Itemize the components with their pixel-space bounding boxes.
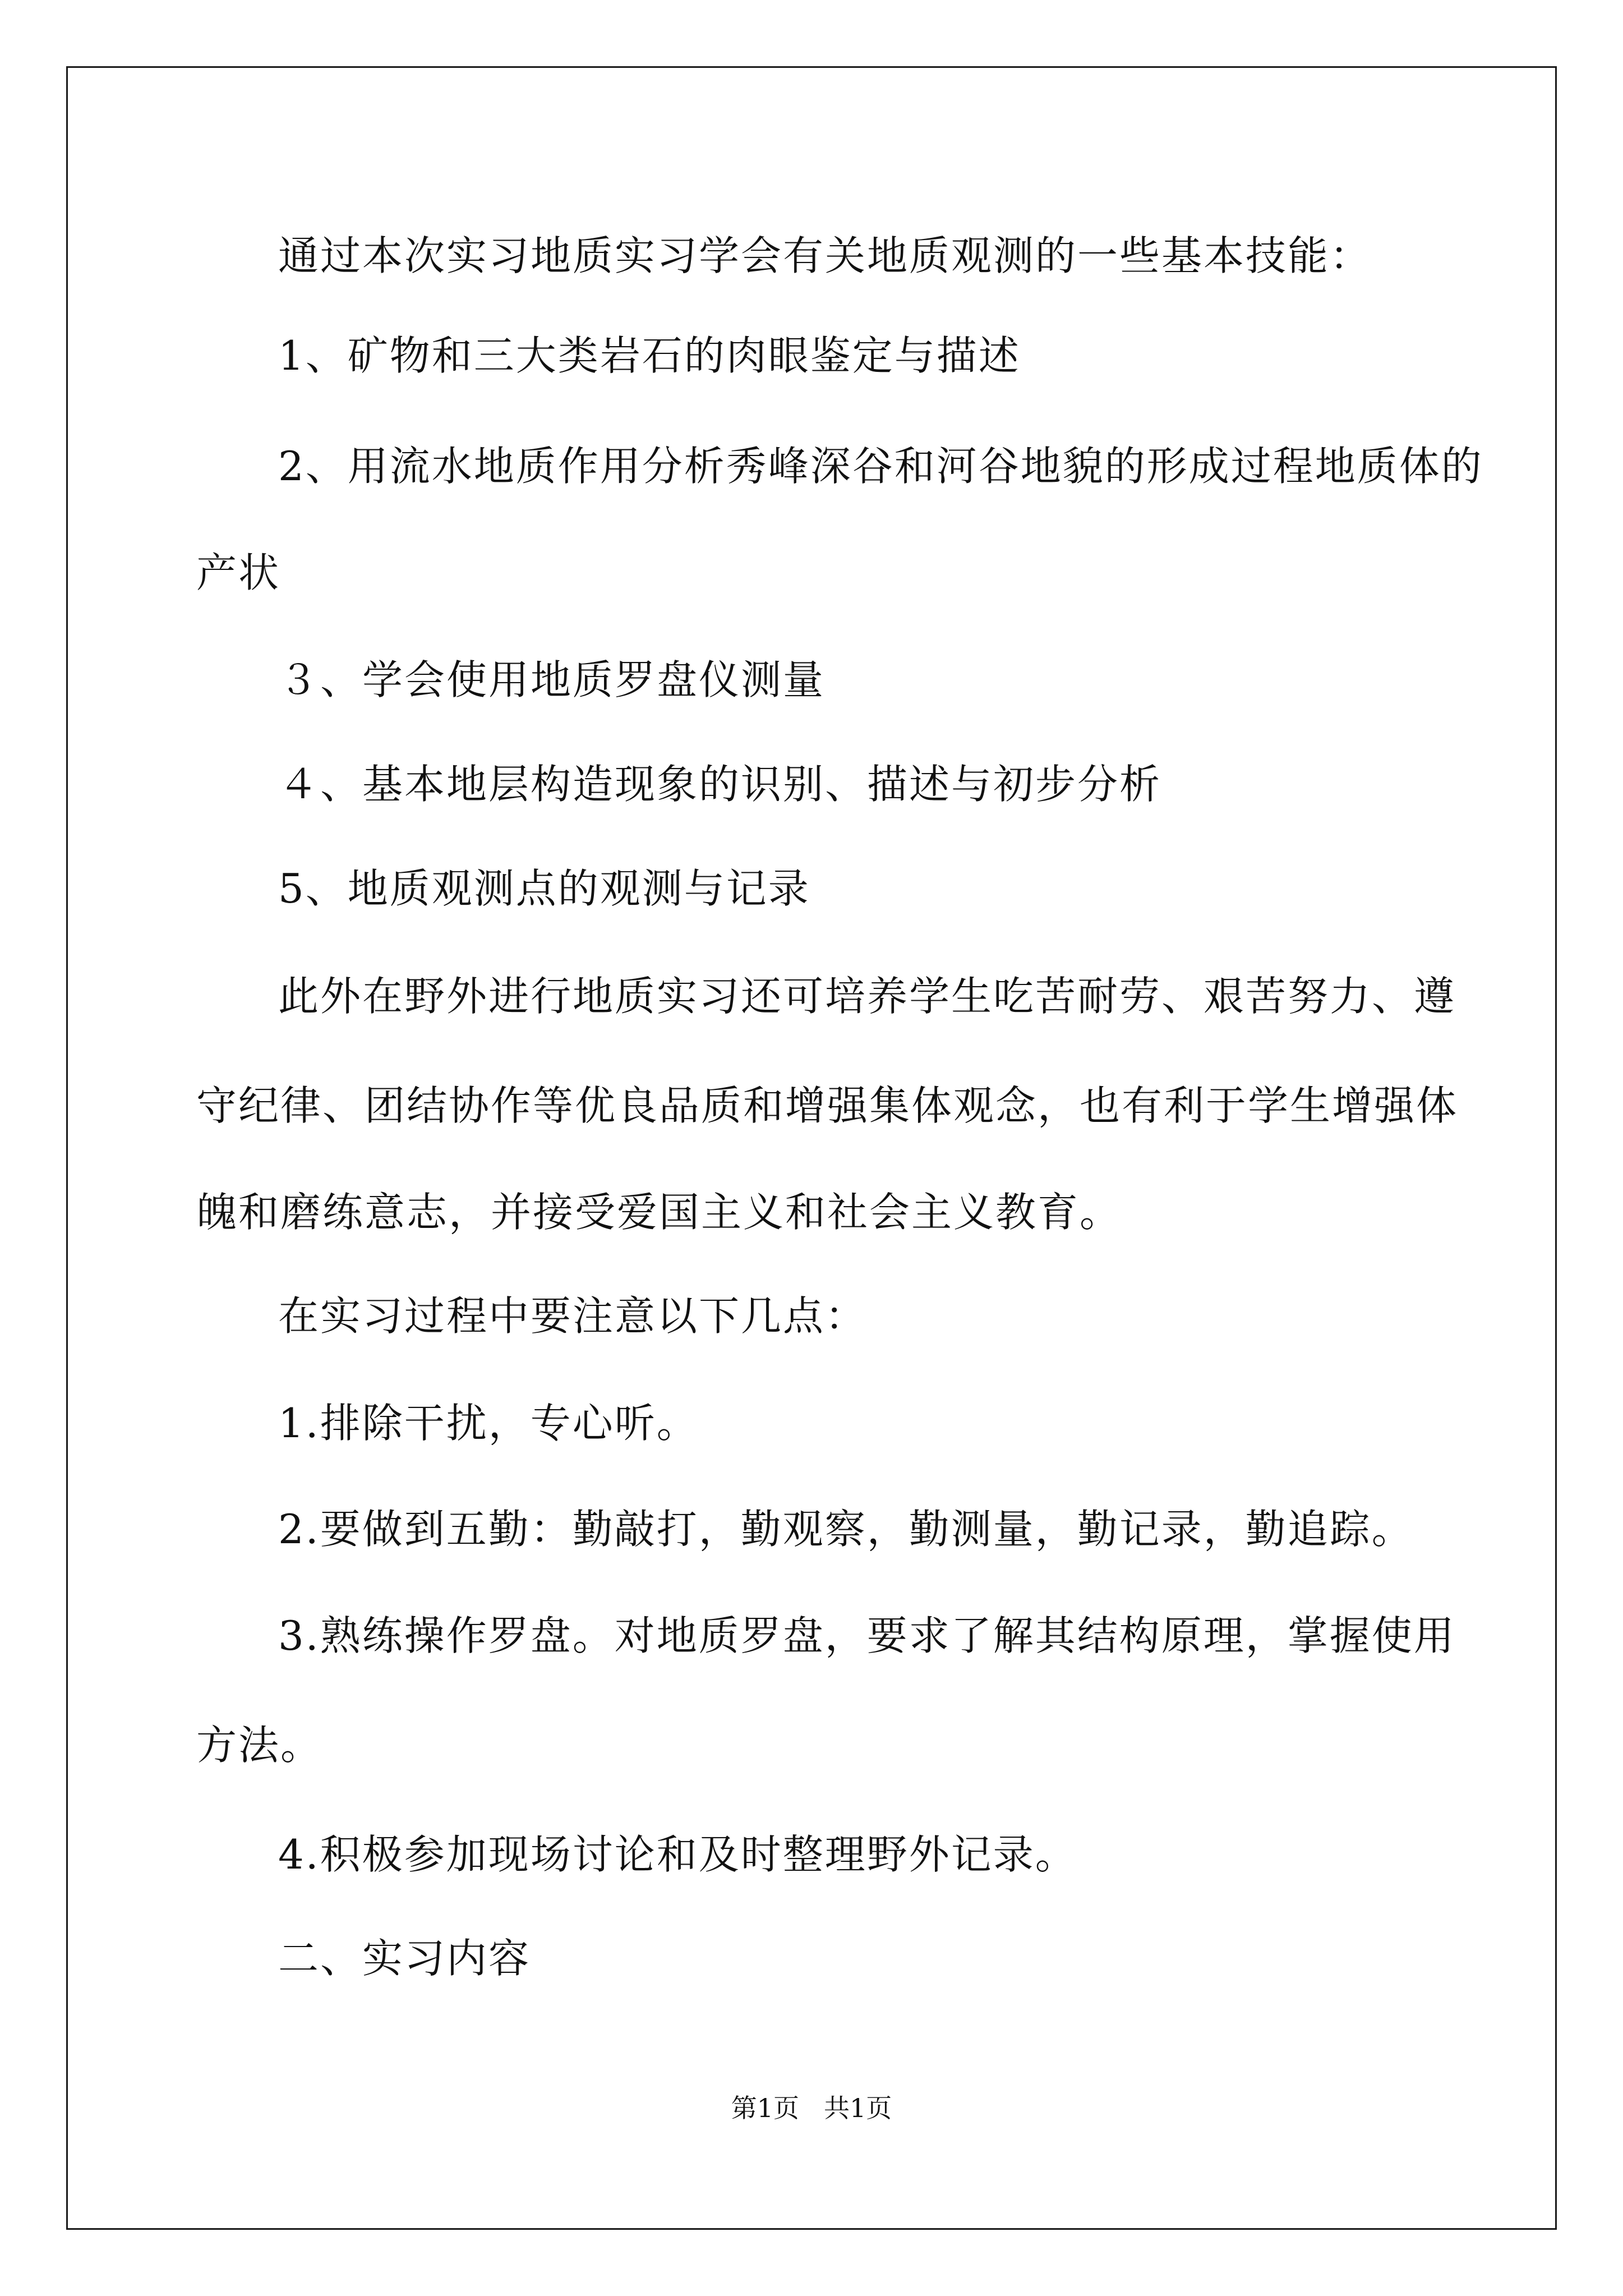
attention-intro: 在实习过程中要注意以下几点： xyxy=(278,1292,868,1340)
attention-item-1: 1.排除干扰，专心听。 xyxy=(278,1400,699,1447)
attention-item-4: 4.积极参加现场讨论和及时整理野外记录。 xyxy=(278,1831,1077,1878)
page-footer xyxy=(0,2095,1623,2121)
page-number-current: 第1页 xyxy=(731,2093,799,2123)
skills-intro: 通过本次实习地质实习学会有关地质观测的一些基本技能： xyxy=(278,232,1372,279)
section-heading-content: 二、实习内容 xyxy=(278,1935,531,1982)
field-benefits-paragraph: 此外在野外进行地质实习还可培养学生吃苦耐劳、艰苦努力、遵 xyxy=(278,973,1456,1020)
field-benefits-line-2: 守纪律、团结协作等优良品质和增强集体观念，也有利于学生增强体 xyxy=(196,1082,1459,1129)
page-border xyxy=(66,66,1557,2230)
list-item-3: ３、学会使用地质罗盘仪测量 xyxy=(278,656,826,703)
attention-item-3: 3.熟练操作罗盘。对地质罗盘，要求了解其结构原理，掌握使用 xyxy=(278,1612,1456,1659)
page-number-total: 共1页 xyxy=(824,2093,892,2123)
list-item-2-continued: 产状 xyxy=(196,549,281,596)
attention-item-2: 2.要做到五勤：勤敲打，勤观察，勤测量，勤记录，勤追踪。 xyxy=(278,1506,1414,1553)
field-benefits-line-3: 魄和磨练意志，并接受爱国主义和社会主义教育。 xyxy=(196,1189,1122,1236)
attention-item-3-continued: 方法。 xyxy=(196,1722,323,1769)
list-item-1: 1、矿物和三大类岩石的肉眼鉴定与描述 xyxy=(278,332,1021,379)
list-item-2: 2、用流水地质作用分析秀峰深谷和河谷地貌的形成过程地质体的 xyxy=(278,443,1483,490)
list-item-4: ４、基本地层构造现象的识别、描述与初步分析 xyxy=(278,761,1162,808)
list-item-5: 5、地质观测点的观测与记录 xyxy=(278,865,810,912)
